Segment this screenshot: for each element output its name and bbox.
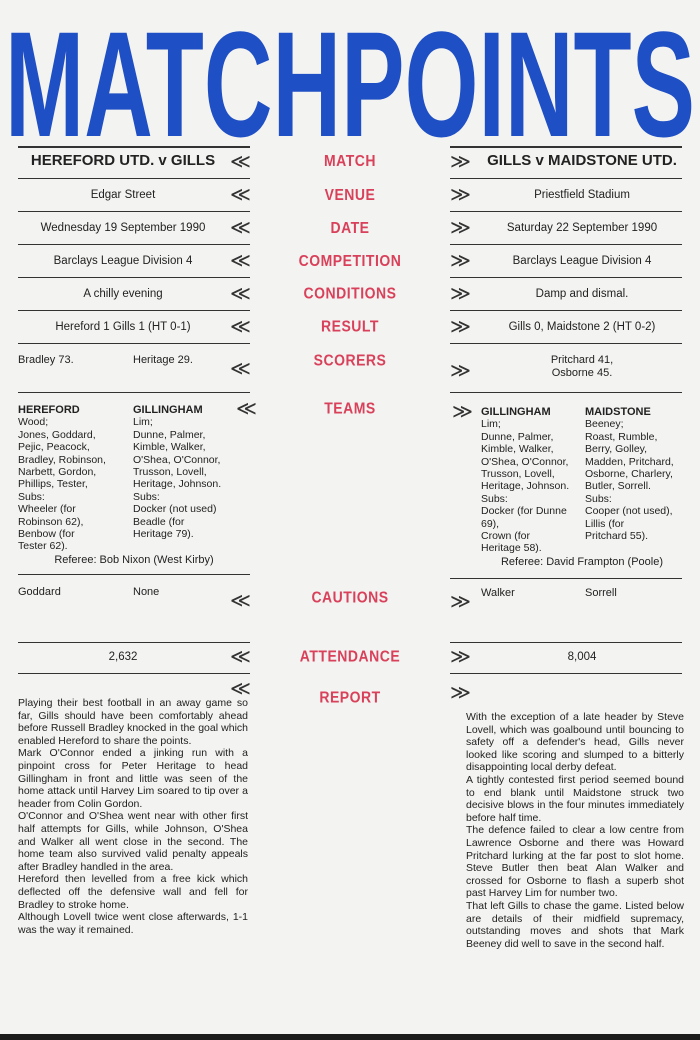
team-line: Jones, Goddard, bbox=[18, 428, 96, 441]
chevron-right-icon: ≫ bbox=[450, 591, 471, 613]
report-paragraph: A tightly contested first period seemed bound to end blank until Maidstone struck two decisive blows in the four minutes immediately before half time. bbox=[466, 773, 684, 824]
team-name: MAIDSTONE bbox=[585, 406, 651, 418]
team-line: Crown (for bbox=[481, 530, 531, 543]
left-caution-home: Goddard bbox=[18, 586, 61, 598]
left-competition: Barclays League Division 4 bbox=[53, 255, 193, 267]
label-match: MATCH bbox=[323, 150, 376, 170]
chevron-right-icon: ≫ bbox=[450, 646, 471, 668]
team-line: Docker (not used) bbox=[133, 503, 217, 516]
team-line: Trusson, Lovell, bbox=[133, 466, 207, 479]
team-line: Osborne, Charlery, bbox=[585, 468, 673, 481]
team-line: Lim; bbox=[481, 418, 501, 431]
left-attendance: 2,632 bbox=[108, 651, 138, 663]
chevron-left-icon: ≪ bbox=[230, 316, 251, 338]
team-line: Heritage 58). bbox=[481, 542, 542, 555]
team-line: Beadle (for bbox=[133, 515, 185, 528]
team-name: GILLINGHAM bbox=[481, 406, 551, 418]
chevron-left-icon: ≪ bbox=[230, 151, 251, 173]
report-paragraph: Mark O'Connor ended a jinking run with a pinpoint cross for Peter Heritage to head Gillingham in front and little was seen of the home attack until Harvey Lim soared to tip over a header from Colin Gordon. bbox=[18, 747, 248, 810]
chevron-left-icon: ≪ bbox=[230, 250, 251, 272]
page-bottom-edge bbox=[0, 1034, 700, 1040]
divider bbox=[450, 277, 682, 278]
label-result: RESULT bbox=[321, 316, 379, 336]
chevron-left-icon: ≪ bbox=[230, 358, 251, 380]
team-line: Benbow (for bbox=[18, 528, 75, 541]
chevron-right-icon: ≫ bbox=[450, 250, 471, 272]
right-report bbox=[466, 711, 684, 950]
team-name: GILLINGHAM bbox=[133, 404, 203, 416]
team-line: O'Shea, O'Connor, bbox=[133, 453, 221, 466]
divider bbox=[450, 578, 682, 579]
report-paragraph: Although Lovell twice went close afterwards, 1-1 was the way it remained. bbox=[18, 911, 248, 936]
team-line: Heritage 79). bbox=[133, 528, 194, 541]
team-line: Narbett, Gordon, bbox=[18, 466, 97, 479]
team-line: Robinson 62), bbox=[18, 515, 84, 528]
team-line: Beeney; bbox=[585, 418, 624, 431]
team-line: Butler, Sorrell. bbox=[585, 480, 651, 493]
left-date: Wednesday 19 September 1990 bbox=[40, 222, 206, 234]
divider bbox=[18, 392, 250, 393]
label-report: REPORT bbox=[319, 687, 381, 707]
label-conditions: CONDITIONS bbox=[303, 283, 397, 303]
chevron-right-icon: ≫ bbox=[450, 682, 471, 704]
chevron-right-icon: ≫ bbox=[450, 360, 471, 382]
left-report bbox=[18, 697, 248, 936]
left-scorer-away: Heritage 29. bbox=[133, 354, 193, 366]
team-line: Roast, Rumble, bbox=[585, 430, 658, 443]
left-referee: Referee: Bob Nixon (West Kirby) bbox=[54, 554, 214, 566]
right-referee: Referee: David Frampton (Poole) bbox=[500, 556, 663, 568]
right-match: GILLS v MAIDSTONE UTD. bbox=[487, 152, 677, 169]
label-teams: TEAMS bbox=[324, 398, 376, 418]
team-name: HEREFORD bbox=[18, 404, 80, 416]
label-competition: COMPETITION bbox=[298, 250, 402, 270]
right-competition: Barclays League Division 4 bbox=[512, 255, 652, 267]
label-attendance: ATTENDANCE bbox=[299, 646, 401, 666]
divider bbox=[18, 310, 250, 311]
label-venue: VENUE bbox=[324, 184, 376, 204]
team-line: Subs: bbox=[133, 490, 160, 503]
right-scorer: Pritchard 41, bbox=[550, 354, 614, 366]
divider bbox=[18, 642, 250, 643]
chevron-right-icon: ≫ bbox=[450, 283, 471, 305]
divider bbox=[18, 673, 250, 674]
team-line: Kimble, Walker, bbox=[481, 443, 554, 456]
report-paragraph: Hereford then levelled from a free kick which deflected off the defensive wall and fell for Bradley to stroke home. bbox=[18, 873, 248, 911]
chevron-left-icon: ≪ bbox=[230, 646, 251, 668]
left-result: Hereford 1 Gills 1 (HT 0-1) bbox=[55, 321, 191, 333]
left-away-team bbox=[133, 404, 248, 540]
team-line: Tester 62). bbox=[18, 540, 68, 553]
team-line: Bradley, Robinson, bbox=[18, 453, 106, 466]
page-title bbox=[0, 4, 700, 144]
chevron-right-icon: ≫ bbox=[450, 217, 471, 239]
team-line: Dunne, Palmer, bbox=[133, 428, 206, 441]
right-scorer: Osborne 45. bbox=[551, 367, 613, 379]
team-line: Pritchard 55). bbox=[585, 530, 649, 543]
team-line: Heritage, Johnson. bbox=[133, 478, 222, 491]
team-line: Dunne, Palmer, bbox=[481, 430, 554, 443]
label-cautions: CAUTIONS bbox=[311, 587, 389, 607]
team-line: Subs: bbox=[585, 492, 612, 505]
team-line: Docker (for Dunne 69), bbox=[481, 505, 567, 530]
report-paragraph: The defence failed to clear a low centre from Lawrence Osborne and there was Howard Pritchard lurking at the far post to slot home. Steve Butler then beat Alan Walker and crossed for Osborne to flash a superb shot past Harvey Lim for number two. bbox=[466, 824, 684, 900]
label-date: DATE bbox=[330, 217, 370, 237]
chevron-right-icon: ≫ bbox=[450, 316, 471, 338]
divider bbox=[18, 277, 250, 278]
left-caution-away: None bbox=[133, 586, 160, 598]
chevron-left-icon: ≪ bbox=[230, 217, 251, 239]
divider bbox=[18, 146, 250, 148]
right-result: Gills 0, Maidstone 2 (HT 0-2) bbox=[508, 321, 656, 333]
team-line: Kimble, Walker, bbox=[133, 441, 206, 454]
chevron-left-icon: ≪ bbox=[230, 283, 251, 305]
chevron-right-icon: ≫ bbox=[450, 151, 471, 173]
team-line: Madden, Pritchard, bbox=[585, 455, 674, 468]
divider bbox=[450, 673, 682, 674]
chevron-left-icon: ≪ bbox=[230, 184, 251, 206]
left-conditions: A chilly evening bbox=[83, 288, 163, 300]
left-scorer-home: Bradley 73. bbox=[18, 354, 74, 366]
divider bbox=[450, 343, 682, 344]
team-line: Wood; bbox=[18, 416, 49, 429]
divider bbox=[18, 574, 250, 575]
chevron-left-icon: ≪ bbox=[230, 678, 251, 700]
divider bbox=[450, 310, 682, 311]
chevron-left-icon: ≪ bbox=[230, 590, 251, 612]
team-line: Berry, Golley, bbox=[585, 443, 648, 456]
divider bbox=[450, 178, 682, 179]
divider bbox=[450, 244, 682, 245]
team-line: Lim; bbox=[133, 416, 153, 429]
team-line: Wheeler (for bbox=[18, 503, 76, 516]
right-scorers bbox=[476, 354, 688, 380]
left-home-team bbox=[18, 404, 130, 553]
right-away-team bbox=[585, 406, 695, 542]
report-paragraph: With the exception of a late header by Steve Lovell, which was goalbound until bouncing to safety off a defender's head, Gills never looked like scoring and slumped to a bitterly disappointing local derby defeat. bbox=[466, 711, 684, 774]
team-line: Lillis (for bbox=[585, 517, 625, 530]
right-attendance: 8,004 bbox=[567, 651, 597, 663]
right-caution-away: Sorrell bbox=[585, 587, 617, 599]
team-line: Heritage, Johnson. bbox=[481, 480, 570, 493]
right-venue: Priestfield Stadium bbox=[534, 189, 630, 201]
divider bbox=[18, 343, 250, 344]
divider bbox=[18, 244, 250, 245]
divider bbox=[450, 211, 682, 212]
right-conditions: Damp and dismal. bbox=[535, 288, 629, 300]
report-paragraph: Playing their best football in an away game so far, Gills should have been comfortably ahead before Russell Bradley knocked in the goal which enabled Hereford to share the points. bbox=[18, 697, 248, 747]
divider bbox=[18, 211, 250, 212]
team-line: Cooper (not used), bbox=[585, 505, 673, 518]
report-paragraph: That left Gills to chase the game. Listed below are details of their midfield supremacy, outstanding moves and shots that Mark Beeney did well to save in the second half. bbox=[466, 899, 684, 950]
page-title-text: MATCHPOINTS bbox=[5, 4, 695, 144]
divider bbox=[450, 146, 682, 148]
chevron-right-icon: ≫ bbox=[450, 184, 471, 206]
team-line: Pejic, Peacock, bbox=[18, 441, 90, 454]
team-line: Phillips, Tester, bbox=[18, 478, 88, 491]
divider bbox=[18, 178, 250, 179]
right-caution-home: Walker bbox=[481, 587, 515, 599]
report-paragraph: O'Connor and O'Shea went near with other first half attempts for Gills, while Johnson, O'Shea and Walker all went close in the second. The home team also survived valid penalty appeals after Bradley handled in the area. bbox=[18, 810, 248, 873]
team-line: Subs: bbox=[481, 492, 508, 505]
team-line: Subs: bbox=[18, 490, 45, 503]
left-venue: Edgar Street bbox=[90, 189, 156, 201]
team-line: O'Shea, O'Connor, bbox=[481, 455, 569, 468]
right-home-team bbox=[481, 406, 581, 555]
left-match: HEREFORD UTD. v GILLS bbox=[30, 152, 216, 169]
divider bbox=[450, 642, 682, 643]
divider bbox=[450, 392, 682, 393]
right-date: Saturday 22 September 1990 bbox=[506, 222, 658, 234]
chevron-left-icon: ≪ bbox=[236, 398, 257, 420]
team-line: Trusson, Lovell, bbox=[481, 468, 555, 481]
chevron-right-icon: ≫ bbox=[452, 401, 473, 423]
label-scorers: SCORERS bbox=[313, 350, 387, 370]
